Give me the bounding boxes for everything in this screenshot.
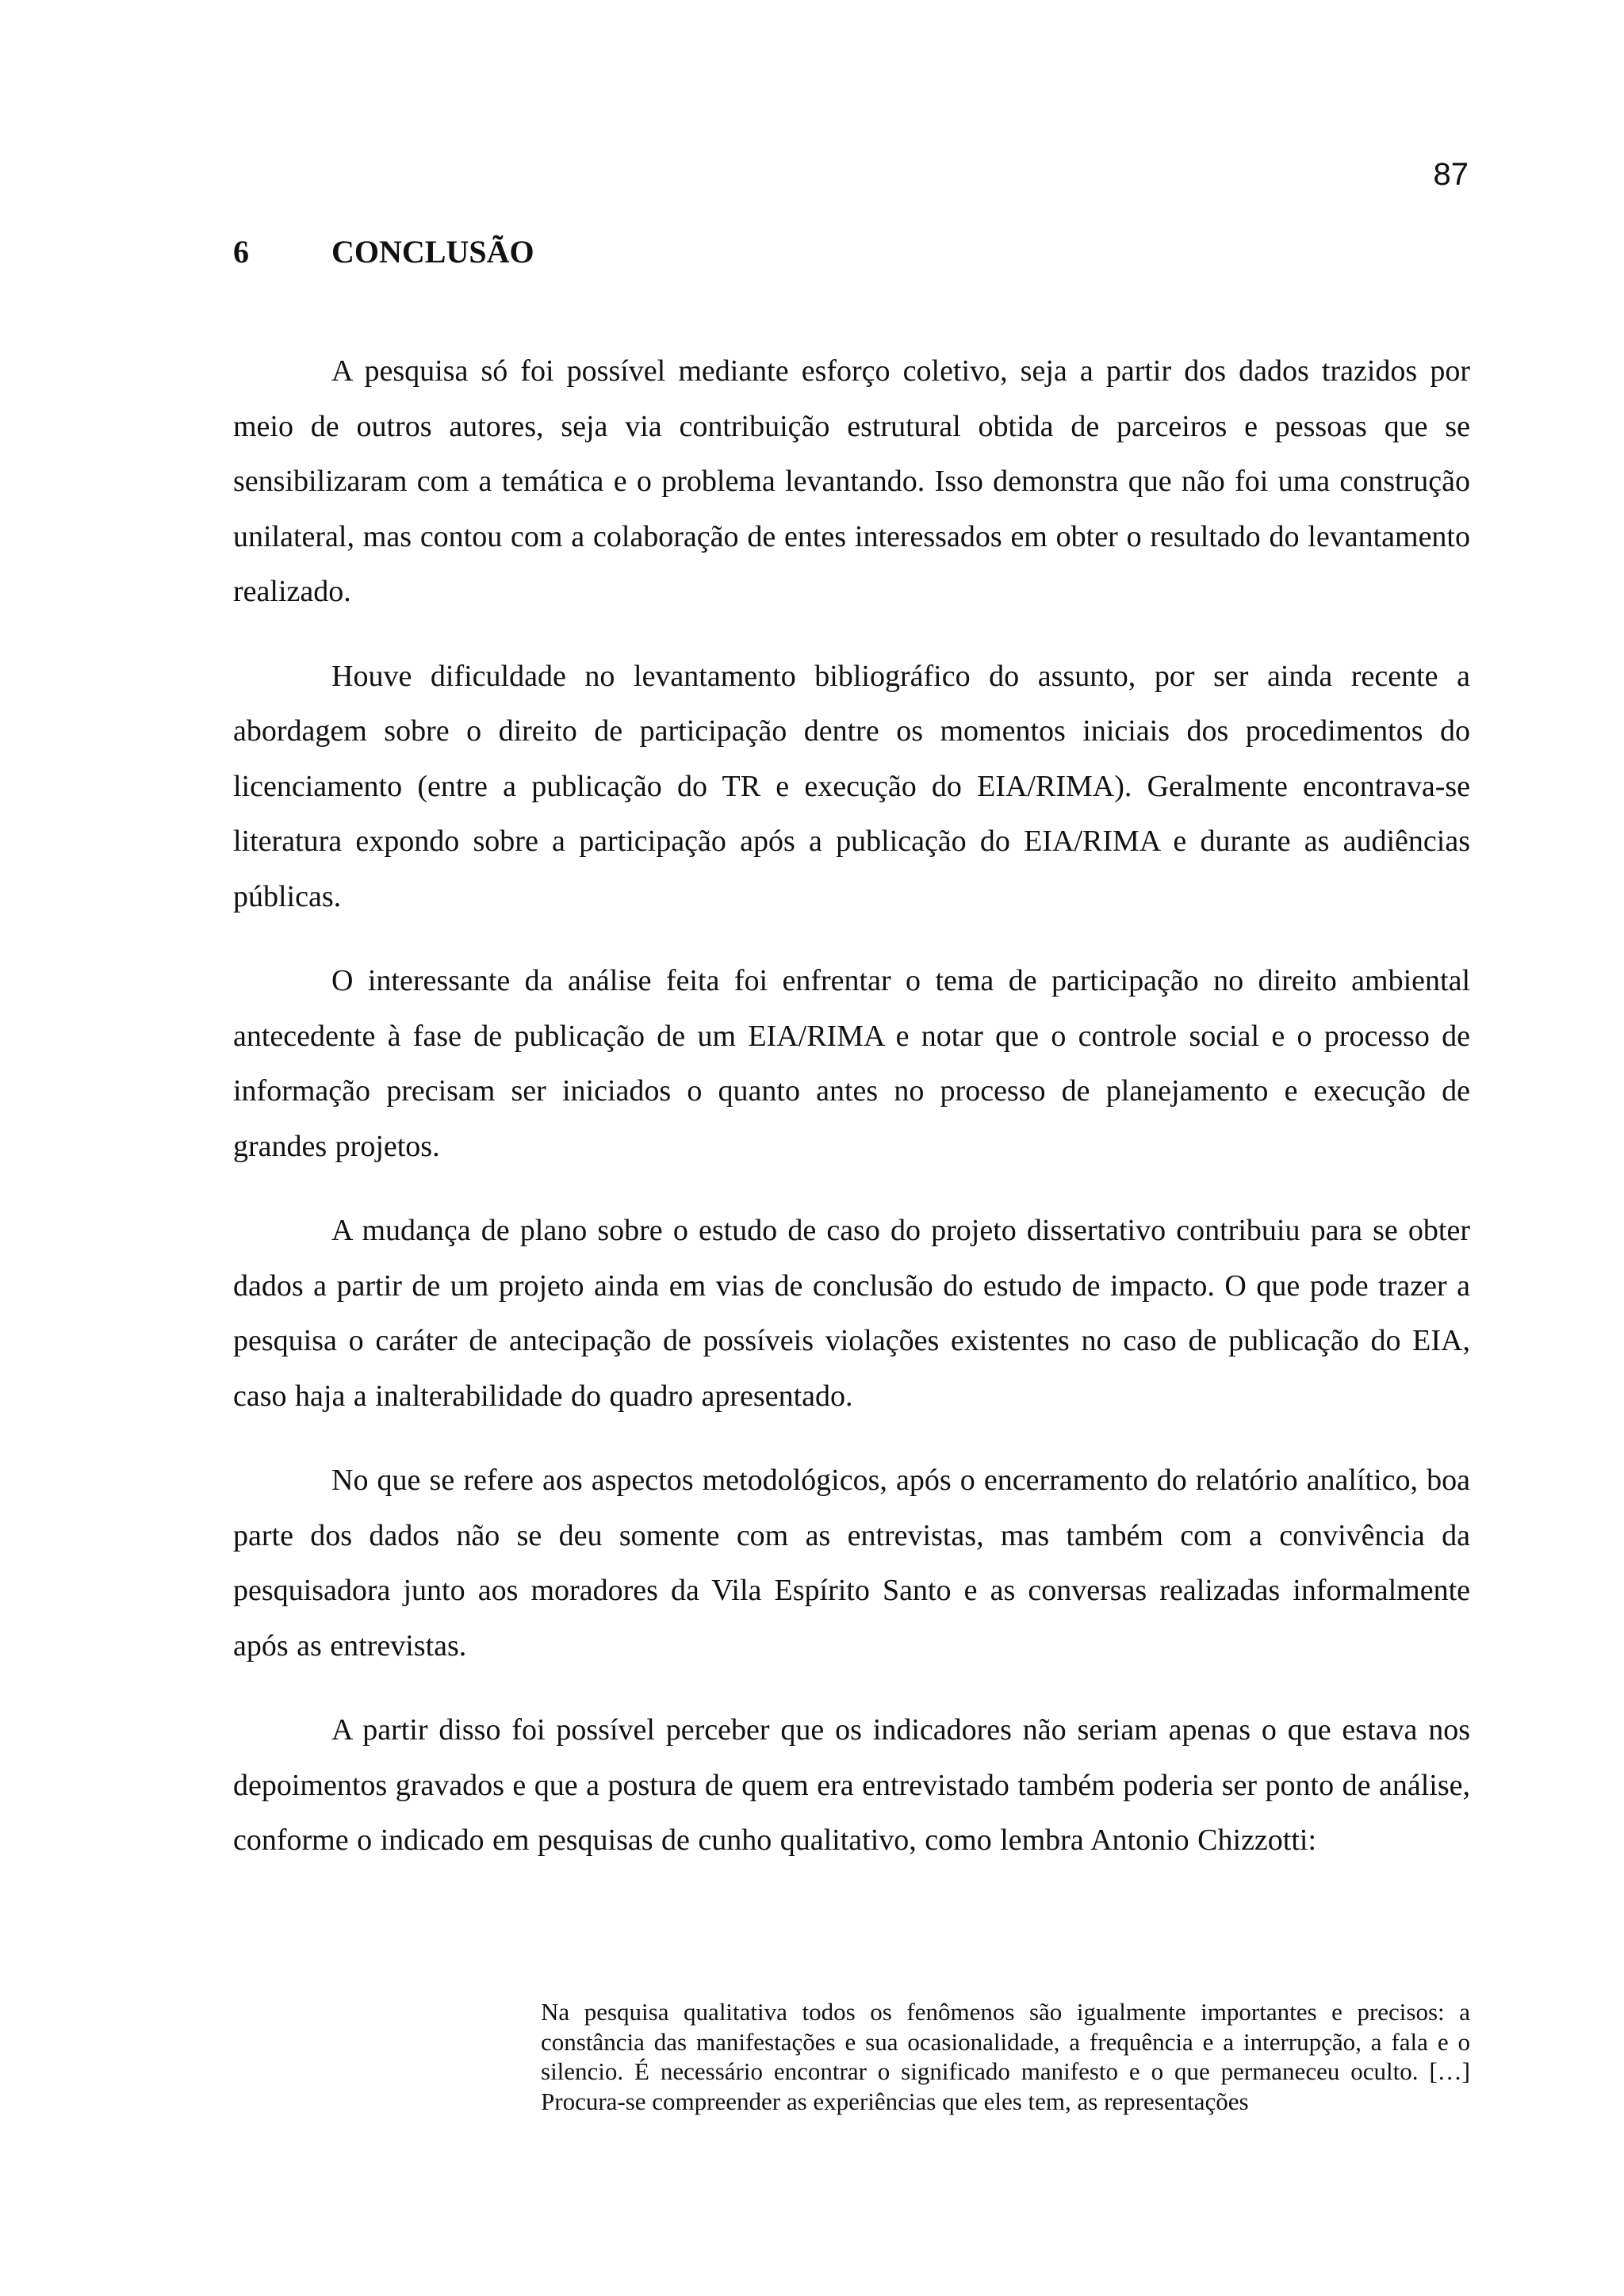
paragraph-case-study-change: A mudança de plano sobre o estudo de caso do projeto dissertativo contribuiu para se obter dados a partir de um projeto ainda em vias de conclusão do estudo de impacto. O que pode trazer a pesquisa o caráter de antecipação de possíveis violações existentes no caso de publicação do EIA, caso haja a inalterabilidade do quadro apresentado. <box>233 1214 1470 1413</box>
body-text <box>233 344 1470 1898</box>
chapter-heading <box>233 230 1470 274</box>
block-quote: Na pesquisa qualitativa todos os fenômenos são igualmente importantes e precisos: a constância das manifestações e sua ocasionalidade, a frequência e a interrupção, a fala e o silencio. É necessário encontrar o significado manifesto e o que permaneceu oculto. […] Procura-se compreender as experiências que eles tem, as representações <box>541 1998 1470 2115</box>
paragraph-analysis-interest: O interessante da análise feita foi enfrentar o tema de participação no direito ambiental antecedente à fase de publicação de um EIA/RIMA e notar que o controle social e o processo de informação precisam ser iniciados o quanto antes no processo de planejamento e execução de grandes projetos. <box>233 964 1470 1163</box>
chapter-number: 6 <box>233 234 249 270</box>
paragraph-collective-effort: A pesquisa só foi possível mediante esforço coletivo, seja a partir dos dados trazidos por meio de outros autores, seja via contribuição estrutural obtida de parceiros e pessoas que se sensibilizaram com a temática e o problema levantando. Isso demonstra que não foi uma construção unilateral, mas contou com a colaboração de entes interessados em obter o resultado do levantamento realizado. <box>233 354 1470 608</box>
paragraph-methodology: No que se refere aos aspectos metodológicos, após o encerramento do relatório analítico, boa parte dos dados não se deu somente com as entrevistas, mas também com a convivência da pesquisadora junto aos moradores da Vila Espírito Santo e as conversas realizadas informalmente após as entrevistas. <box>233 1464 1470 1663</box>
paragraph-indicators: A partir disso foi possível perceber que os indicadores não seriam apenas o que estava nos depoimentos gravados e que a postura de quem era entrevistado também poderia ser ponto de análise, conforme o indicado em pesquisas de cunho qualitativo, como lembra Antonio Chizzotti: <box>233 1713 1470 1857</box>
paragraph-bibliographic-difficulty: Houve dificuldade no levantamento bibliográfico do assunto, por ser ainda recente a abordagem sobre o direito de participação dentre os momentos iniciais dos procedimentos do licenciamento (entre a publicação do TR e execução do EIA/RIMA). Geralmente encontrava-se literatura expondo sobre a participação após a publicação do EIA/RIMA e durante as audiências públicas. <box>233 659 1470 913</box>
page-number: 87 <box>1433 157 1469 192</box>
chapter-title: CONCLUSÃO <box>331 234 534 270</box>
